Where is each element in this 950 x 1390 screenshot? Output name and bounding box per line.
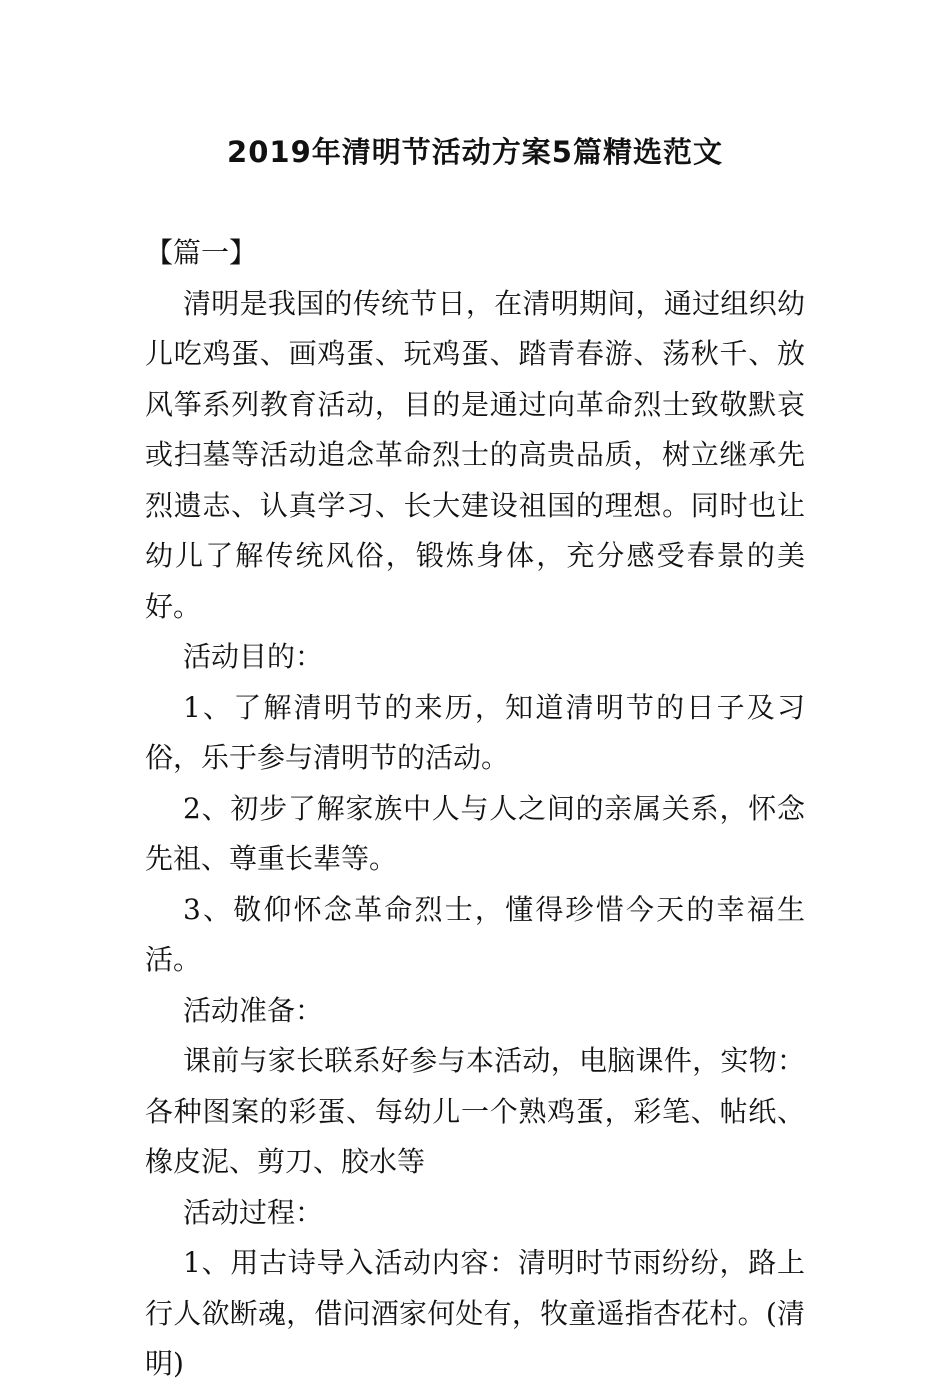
goal-item-3: 3、敬仰怀念革命烈士，懂得珍惜今天的幸福生活。	[145, 892, 805, 976]
heading-activity-goals: 活动目的：	[183, 640, 324, 673]
goal-item-2: 2、初步了解家族中人与人之间的亲属关系，怀念先祖、尊重长辈等。	[145, 791, 805, 875]
paragraph-preparation: 课前与家长联系好参与本活动，电脑课件，实物：各种图案的彩蛋、每幼儿一个熟鸡蛋，彩笔、帖纸、橡皮泥、剪刀、胶水等	[145, 1044, 805, 1178]
document-title: 2019年清明节活动方案5篇精选范文	[227, 135, 723, 169]
heading-activity-preparation: 活动准备：	[183, 993, 324, 1027]
process-item-1: 1、用古诗导入活动内容：清明时节雨纷纷，路上行人欲断魂，借问酒家何处有，牧童遥指杏花村。(清明)	[145, 1246, 805, 1380]
goal-item-1: 1、了解清明节的来历，知道清明节的日子及习俗，乐于参与清明节的活动。	[145, 690, 805, 774]
heading-activity-process: 活动过程：	[183, 1195, 324, 1229]
paragraph-intro: 清明是我国的传统节日，在清明期间，通过组织幼儿吃鸡蛋、画鸡蛋、玩鸡蛋、踏青春游、荡秋千、放风筝系列教育活动，目的是通过向革命烈士致敬默哀或扫墓等活动追念革命烈士的高贵品质，树立继承先烈遗志、认真学习、长大建设祖国的理想。同时也让幼儿了解传统风俗，锻炼身体，充分感受春景的美好。	[145, 286, 805, 623]
section-heading: 【篇一】	[145, 236, 258, 269]
document-body	[145, 228, 805, 1390]
